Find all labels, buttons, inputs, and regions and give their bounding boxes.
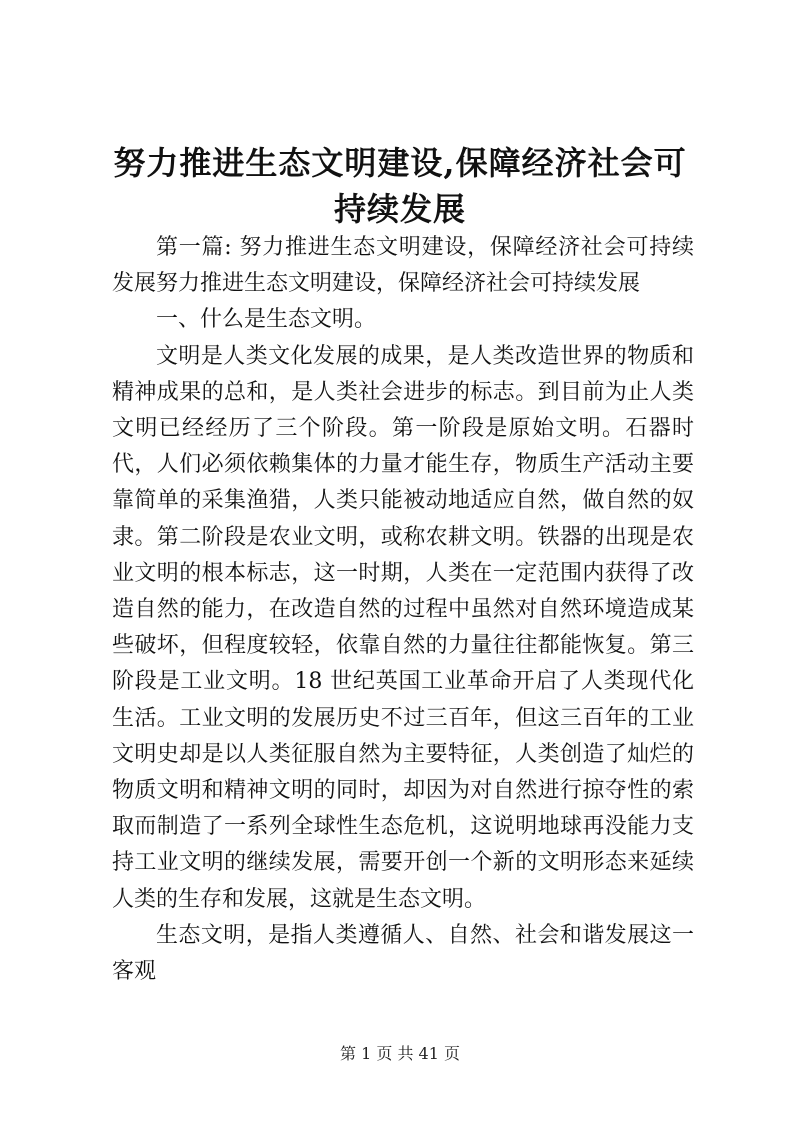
paragraph-heading-1: 一、什么是生态文明。: [156, 307, 377, 333]
paragraph-intro: 第一篇: 努力推进生态文明建设，保障经济社会可持续发展努力推进生态文明建设，保障经济社会可持续发展: [112, 235, 694, 297]
paragraph-civilization: 文明是人类文化发展的成果，是人类改造世界的物质和精神成果的总和，是人类社会进步的标志。到目前为止人类文明已经经历了三个阶段。第一阶段是原始文明。石器时代，人们必须依赖集体的力量才能生存，物质生产活动主要靠简单的采集渔猎，人类只能被动地适应自然，做自然的奴隶。第二阶段是农业文明，或称农耕文明。铁器的出现是农业文明的根本标志，这一时期，人类在一定范围内获得了改造自然的能力，在改造自然的过程中虽然对自然环境造成某些破坏，但程度较轻，依靠自然的力量往往都能恢复。第三阶段是工业文明。18 世纪英国工业革命开启了人类现代化生活。工业文明的发展历史不过三百年，但这三百年的工业文明史却是以人类征服自然为主要特征，人类创造了灿烂的物质文明和精神文明的同时，却因为对自然进行掠夺性的索取而制造了一系列全球性生态危机，这说明地球再没能力支持工业文明的继续发展，需要开创一个新的文明形态来延续人类的生存和发展，这就是生态文明。: [112, 343, 694, 912]
page-footer: 第 1 页 共 41 页: [340, 1044, 460, 1063]
document-body: [112, 230, 694, 990]
document-title: 努力推进生态文明建设,保障经济社会可持续发展: [113, 144, 687, 228]
paragraph-eco-civilization: 生态文明，是指人类遵循人、自然、社会和谐发展这一客观: [112, 922, 694, 985]
